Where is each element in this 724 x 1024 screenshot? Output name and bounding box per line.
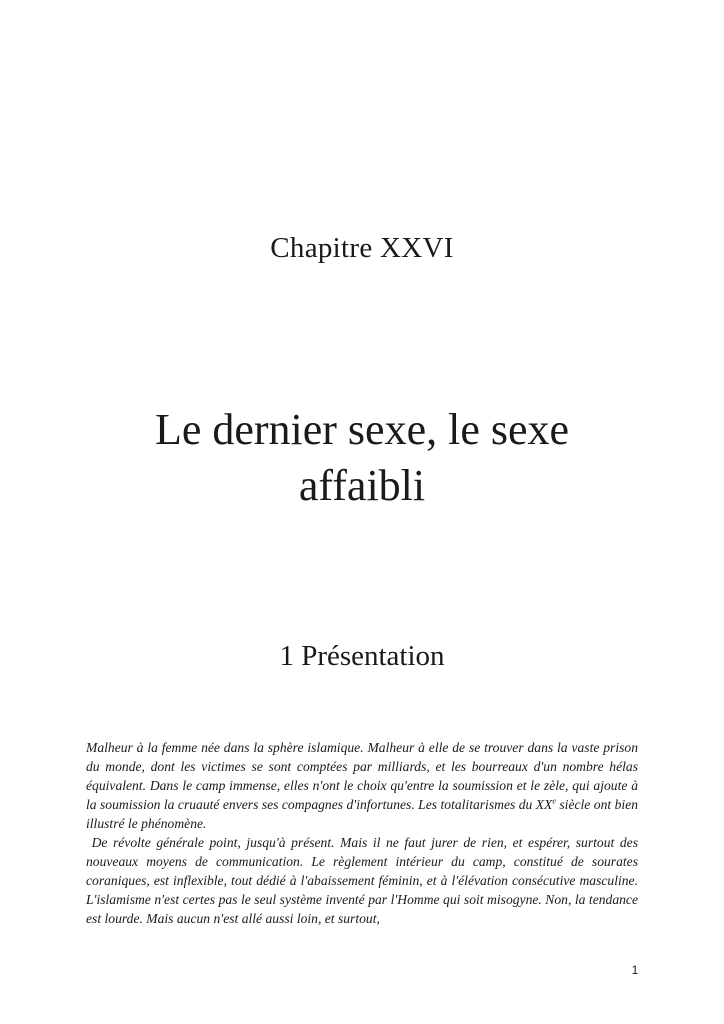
page-number: 1	[631, 963, 639, 977]
section-heading: 1 Présentation	[279, 640, 445, 672]
century-superscript: e	[552, 796, 556, 806]
body-text	[86, 738, 638, 928]
chapter-title: Le dernier sexe, le sexe affaibli	[154, 405, 570, 510]
chapter-label: Chapitre XXVI	[270, 232, 454, 264]
paragraph-1	[86, 738, 638, 833]
paragraph-1-text: Malheur à la femme née dans la sphère islamique. Malheur à elle de se trouver dans la vaste prison du monde, dont les victimes se sont comptées par milliards, et les bourreaux d'un nombre hélas équivalent. Dans le camp immense, elles n'ont le choix qu'entre la soumission et le zèle, qui ajoute à la soumission la cruauté envers ses compagnes d'infortunes. Les totalitarismes du XX	[86, 740, 638, 812]
paragraph-2	[86, 833, 638, 928]
paragraph-1-text-end: siècle ont bien illustré le phénomène.	[86, 797, 638, 831]
paragraph-2-text: De révolte générale point, jusqu'à présent. Mais il ne faut jurer de rien, et espérer, surtout des nouveaux moyens de communication. Le règlement intérieur du camp, constitué de sourates coraniques, est inflexible, tout dédié à l'abaissement féminin, et à l'élévation consécutive masculine. L'islamisme n'est certes pas le seul système inventé par l'Homme qui soit misogyne. Non, la tendance est lourde. Mais aucun n'est allé aussi loin, et surtout,	[86, 835, 638, 926]
